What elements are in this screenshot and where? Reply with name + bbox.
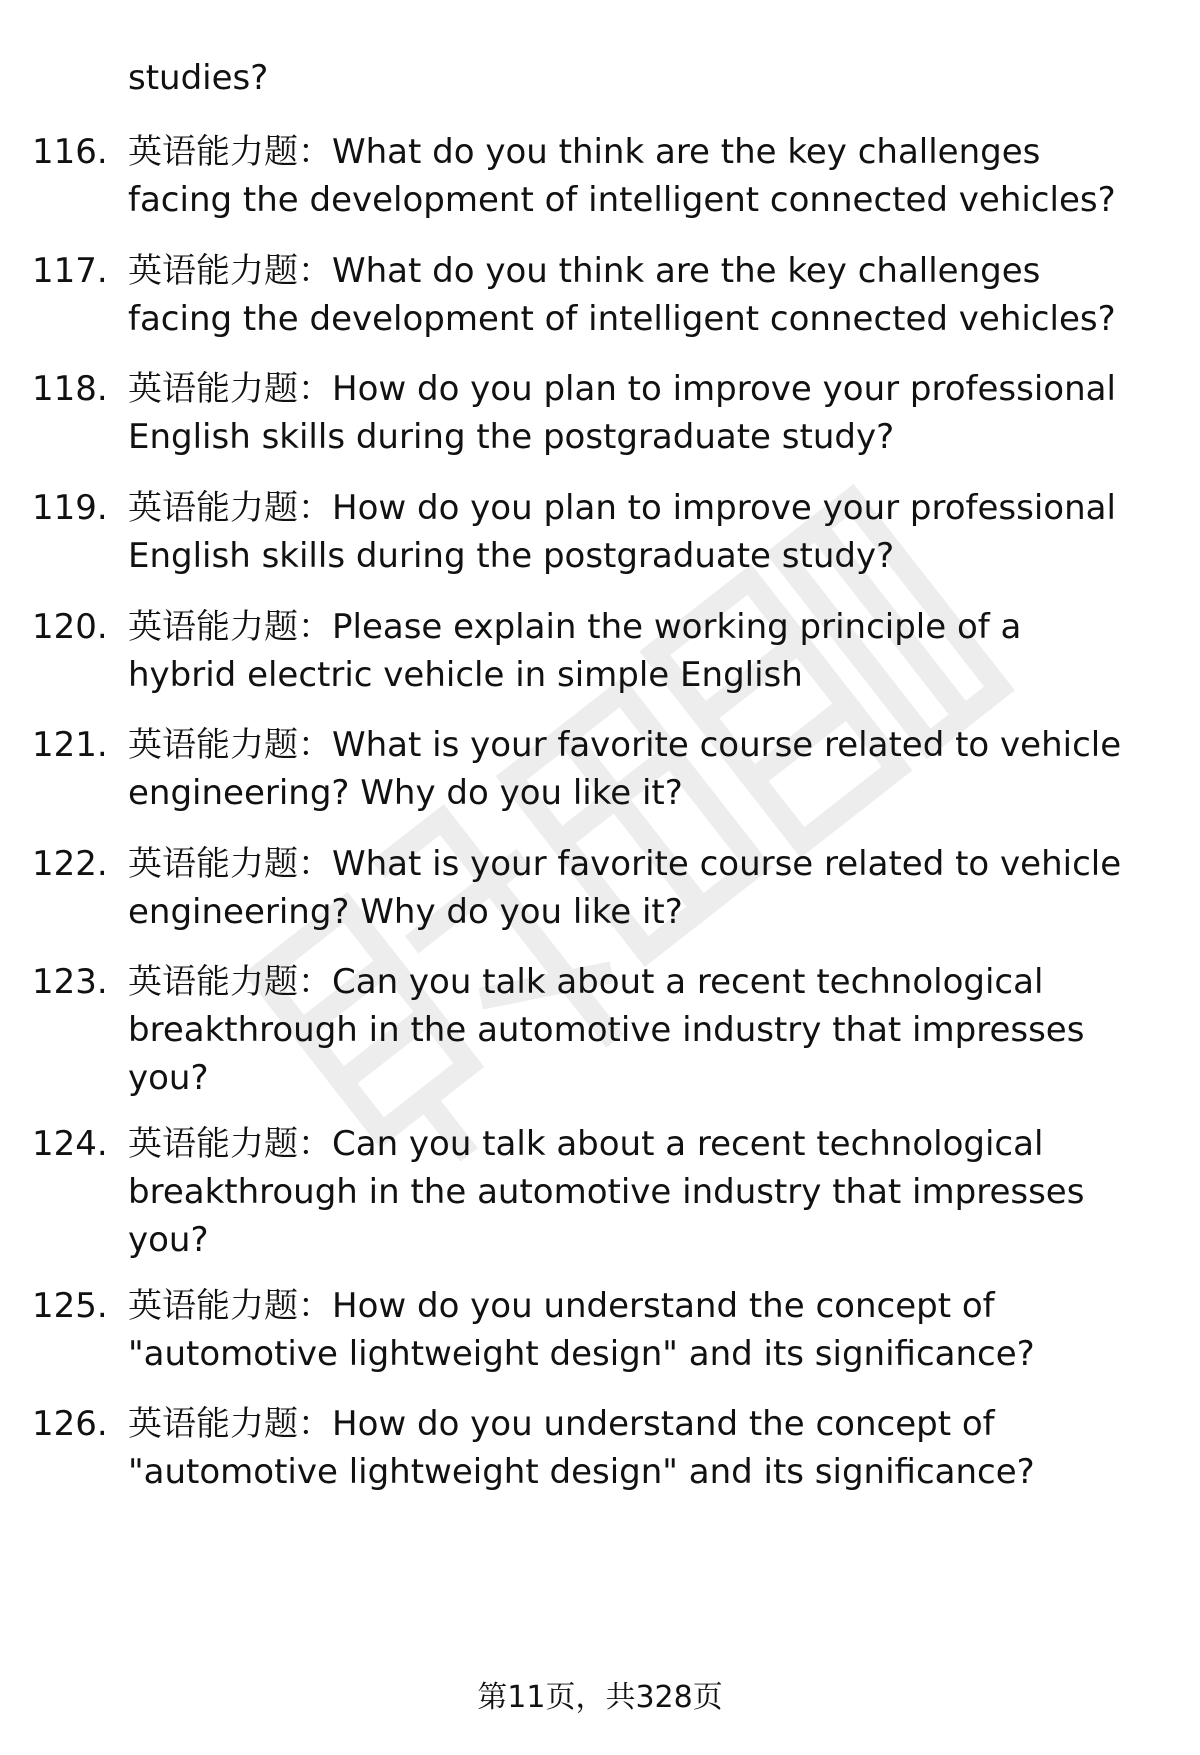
item-text xyxy=(128,1120,1178,1264)
item-text-line: breakthrough in the automotive industry that impresses xyxy=(128,1172,1085,1212)
item-number: 116. xyxy=(32,132,108,172)
item-text-line: facing the development of intelligent connected vehicles? xyxy=(128,299,1116,339)
item-text-line: "automotive lightweight design" and its significance? xyxy=(128,1334,1035,1374)
item-text-line: 英语能力题：Can you talk about a recent technological xyxy=(128,1124,1044,1164)
item-number: 120. xyxy=(32,607,108,647)
item-number: 121. xyxy=(32,725,108,765)
item-text-line: 英语能力题：How do you plan to improve your professional xyxy=(128,488,1116,528)
item-text-line: breakthrough in the automotive industry that impresses xyxy=(128,1010,1085,1050)
item-number: 117. xyxy=(32,251,108,291)
item-text-line: hybrid electric vehicle in simple English xyxy=(128,655,803,695)
item-text xyxy=(128,603,1178,699)
item-text-line: 英语能力题：How do you understand the concept of xyxy=(128,1286,995,1326)
item-number: 119. xyxy=(32,488,108,528)
item-text-line: you? xyxy=(128,1220,209,1260)
item-text-line: 英语能力题：Please explain the working principle of a xyxy=(128,607,1022,647)
item-text xyxy=(128,1400,1178,1496)
item-number: 126. xyxy=(32,1404,108,1444)
item-number: 123. xyxy=(32,962,108,1002)
item-number: 125. xyxy=(32,1286,108,1326)
item-text xyxy=(128,247,1178,343)
item-text-line: engineering? Why do you like it? xyxy=(128,773,683,813)
page-footer: 第11页，共328页 xyxy=(477,1680,723,1715)
item-text xyxy=(128,484,1178,580)
item-text-line: 英语能力题：What is your favorite course related to vehicle xyxy=(128,725,1122,765)
item-text xyxy=(128,840,1178,936)
item-text-line: "automotive lightweight design" and its significance? xyxy=(128,1452,1035,1492)
item-text-line: facing the development of intelligent connected vehicles? xyxy=(128,180,1116,220)
item-text-line: 英语能力题：What is your favorite course related to vehicle xyxy=(128,844,1122,884)
item-number: 122. xyxy=(32,844,108,884)
item-text-line: engineering? Why do you like it? xyxy=(128,892,683,932)
item-number: 118. xyxy=(32,369,108,409)
item-text-line: 英语能力题：How do you plan to improve your professional xyxy=(128,369,1116,409)
item-text-line: 英语能力题：Can you talk about a recent technological xyxy=(128,962,1044,1002)
item-text-line: 英语能力题：What do you think are the key challenges xyxy=(128,132,1041,172)
item-text xyxy=(128,365,1178,461)
continuation-text: studies? xyxy=(128,58,269,98)
item-text-line: 英语能力题：What do you think are the key challenges xyxy=(128,251,1041,291)
item-text-line: you? xyxy=(128,1058,209,1098)
item-text xyxy=(128,1282,1178,1378)
item-text xyxy=(128,721,1178,817)
item-text-line: English skills during the postgraduate study? xyxy=(128,536,895,576)
item-text-line: English skills during the postgraduate study? xyxy=(128,417,895,457)
item-text xyxy=(128,128,1178,224)
item-text xyxy=(128,958,1178,1102)
item-number: 124. xyxy=(32,1124,108,1164)
item-text-line: 英语能力题：How do you understand the concept of xyxy=(128,1404,995,1444)
